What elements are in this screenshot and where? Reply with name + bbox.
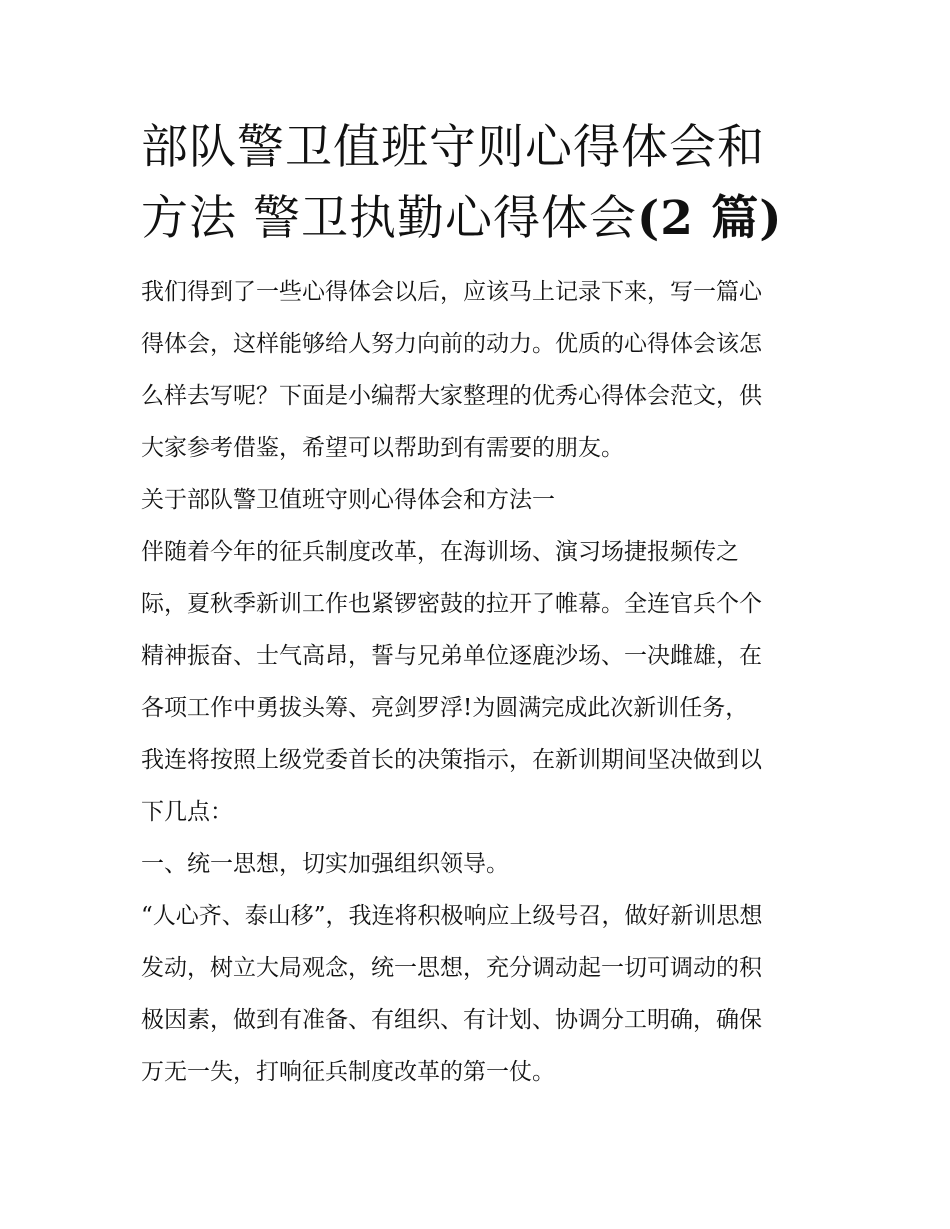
section-heading-text: 关于部队警卫值班守则心得体会和方法一: [141, 487, 555, 513]
section-heading: [141, 474, 813, 526]
paragraph-line: 各项工作中勇拔头筹、亮剑罗浮!为圆满完成此次新训任务，: [141, 695, 749, 721]
paragraph-line: 么样去写呢？下面是小编帮大家整理的优秀心得体会范文，供: [141, 383, 762, 409]
document-content: [141, 112, 813, 1098]
document-title: [141, 112, 813, 254]
paragraph-line: “人心齐、泰山移”，我连将积极响应上级号召，做好新训思想: [141, 903, 763, 929]
paragraph-line: 精神振奋、士气高昂，誓与兄弟单位逐鹿沙场、一决雌雄，在: [141, 643, 762, 669]
title-line-2-suffix: (2 篇): [636, 191, 783, 246]
body-paragraph: [141, 526, 813, 838]
paragraph-line: 我们得到了一些心得体会以后，应该马上记录下来，写一篇心: [141, 279, 762, 305]
title-line-2-text: 方法 警卫执勤心得体会: [141, 191, 637, 246]
title-line-2: [141, 183, 813, 254]
document-body: [141, 266, 813, 1098]
paragraph-line: 发动，树立大局观念，统一思想，充分调动起一切可调动的积: [141, 955, 762, 981]
paragraph-line: 大家参考借鉴，希望可以帮助到有需要的朋友。: [141, 435, 624, 461]
paragraph-line: 伴随着今年的征兵制度改革，在海训场、演习场捷报频传之: [141, 539, 739, 565]
body-paragraph: [141, 890, 813, 1098]
paragraph-line: 万无一失，打响征兵制度改革的第一仗。: [141, 1059, 555, 1085]
paragraph-line: 极因素，做到有准备、有组织、有计划、协调分工明确，确保: [141, 1007, 762, 1033]
subsection-heading-text: 一、统一思想，切实加强组织领导。: [141, 851, 509, 877]
paragraph-line: 我连将按照上级党委首长的决策指示，在新训期间坚决做到以: [141, 747, 762, 773]
paragraph-line: 下几点：: [141, 799, 233, 825]
title-line-1: 部队警卫值班守则心得体会和: [141, 120, 765, 175]
subsection-heading: [141, 838, 813, 890]
intro-paragraph: [141, 266, 813, 474]
paragraph-line: 际，夏秋季新训工作也紧锣密鼓的拉开了帷幕。全连官兵个个: [141, 591, 762, 617]
paragraph-line: 得体会，这样能够给人努力向前的动力。优质的心得体会该怎: [141, 331, 762, 357]
